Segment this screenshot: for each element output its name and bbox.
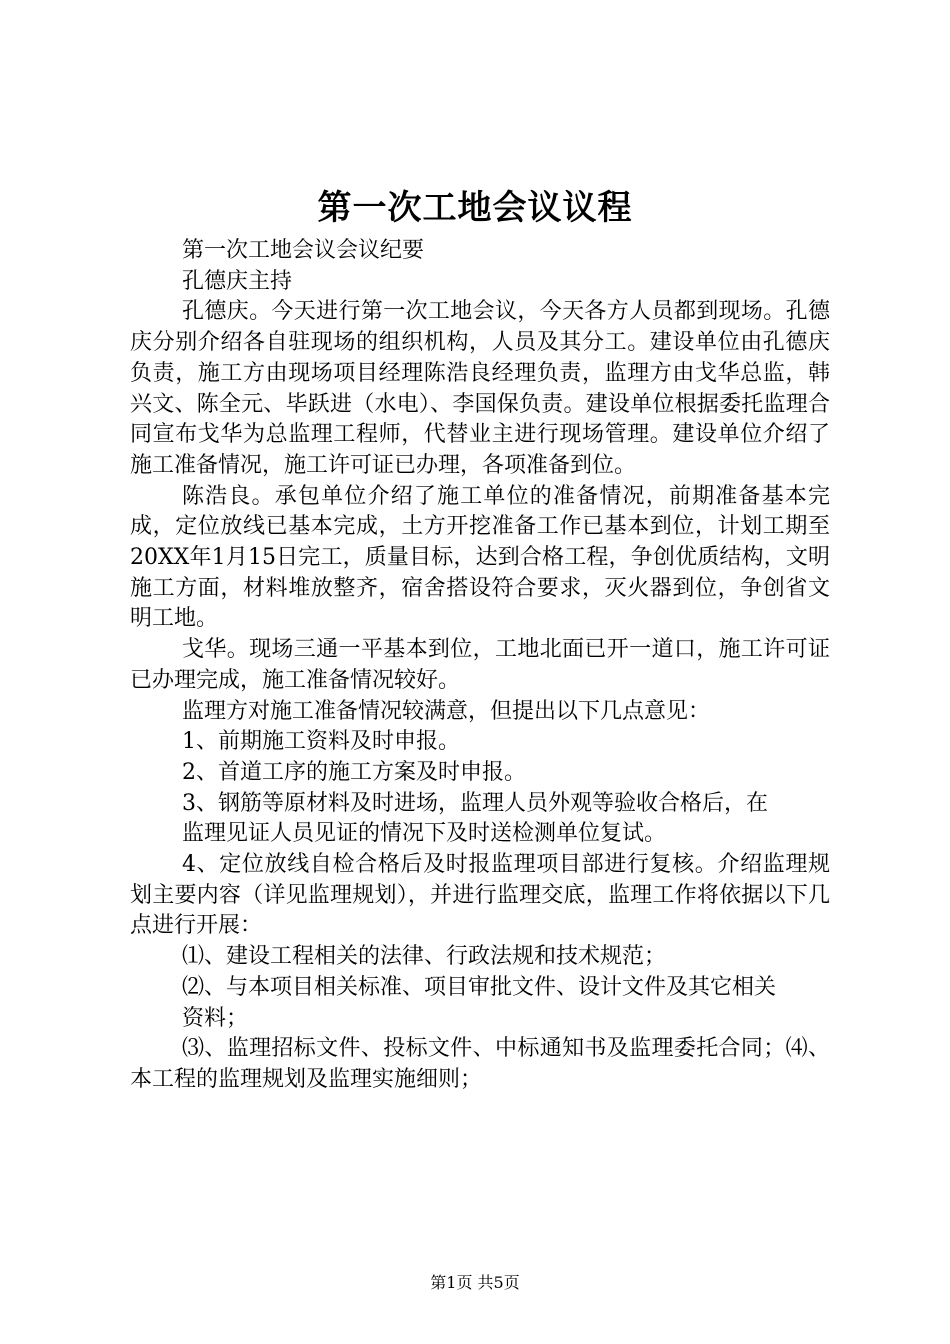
paragraph-5: 戈华。现场三通一平基本到位，工地北面已开一道口，施工许可证已办理完成，施工准备情况较好。 <box>130 637 830 693</box>
paragraph-8: 2、首道工序的施工方案及时申报。 <box>182 759 526 785</box>
paragraph-6: 监理方对施工准备情况较满意，但提出以下几点意见： <box>182 698 711 724</box>
paragraph-7: 1、前期施工资料及时申报。 <box>182 729 460 755</box>
paragraph-15: ⑶、监理招标文件、投标文件、中标通知书及监理委托合同；⑷、本工程的监理规划及监理实施细则； <box>130 1036 830 1092</box>
paragraph-11: 4、定位放线自检合格后及时报监理项目部进行复核。介绍监理规划主要内容（详见监理规划），并进行监理交底，监理工作将依据以下几点进行开展： <box>130 852 830 939</box>
paragraph-10: 监理见证人员见证的情况下及时送检测单位复试。 <box>182 821 667 847</box>
paragraph-12: ⑴、建设工程相关的法律、行政法规和技术规范； <box>182 944 667 970</box>
paragraph-14: 资料； <box>182 1005 249 1031</box>
paragraph-4: 陈浩良。承包单位介绍了施工单位的准备情况，前期准备基本完成，定位放线已基本完成，土方开挖准备工作已基本到位，计划工期至20XX年1月15日完工，质量目标，达到合格工程，争创优质结构，文明施工方面，材料堆放整齐，宿舍搭设符合要求，灭火器到位，争创省文明工地。 <box>130 483 830 632</box>
document-title: 第一次工地会议议程 <box>317 188 633 228</box>
paragraph-13: ⑵、与本项目相关标准、项目审批文件、设计文件及其它相关 <box>182 974 777 1000</box>
paragraph-9: 3、钢筋等原材料及时进场，监理人员外观等验收合格后，在 <box>182 790 768 816</box>
paragraph-3: 孔德庆。今天进行第一次工地会议，今天各方人员都到现场。孔德庆分别介绍各自驻现场的组织机构，人员及其分工。建设单位由孔德庆负责，施工方由现场项目经理陈浩良经理负责，监理方由戈华总监，韩兴文、陈全元、毕跃进（水电）、李国保负责。建设单位根据委托监理合同宣布戈华为总监理工程师，代替业主进行现场管理。建设单位介绍了施工准备情况，施工许可证已办理，各项准备到位。 <box>130 299 830 478</box>
paragraph-1: 第一次工地会议会议纪要 <box>182 238 425 263</box>
paragraph-2: 孔德庆主持 <box>182 268 293 294</box>
document-body <box>130 236 830 1096</box>
page-footer: 第1页 共5页 <box>430 1273 520 1292</box>
